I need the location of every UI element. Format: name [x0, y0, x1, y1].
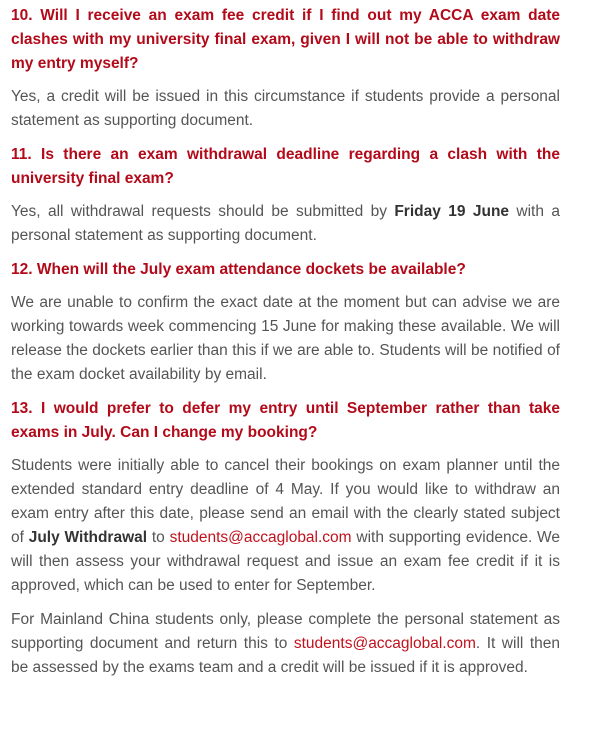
deadline-date: Friday 19 June — [394, 203, 510, 220]
faq-answer-13-para-2 — [11, 608, 560, 680]
faq-question-12: 12. When will the July exam attendance dockets be available? — [11, 261, 466, 278]
faq-answer-12: We are unable to confirm the exact date at the moment but can advise we are working towards week commencing 15 June for making these available. We will release the dockets earlier than this if we are able to. Students will be notified of the exam docket availability by email. — [11, 294, 560, 383]
answer-text: to — [147, 529, 170, 546]
email-subject: July Withdrawal — [28, 529, 148, 546]
answer-text: with supporting evidence. We will then assess your withdrawal request and issue an exam fee credit if it is approved, which can be used to enter for September. — [11, 529, 561, 594]
answer-text: . It will then be assessed by the exams team and a credit will be issued if it is approved. — [11, 635, 560, 676]
faq-question-10: 10. Will I receive an exam fee credit if I find out my ACCA exam date clashes with my university final exam, given I will not be able to withdraw my entry myself? — [11, 7, 560, 72]
email-link[interactable]: students@accaglobal.com — [293, 635, 476, 652]
email-link[interactable]: students@accaglobal.com — [169, 529, 352, 546]
answer-text: Students were initially able to cancel their bookings on exam planner until the extended standard entry deadline of 4 May. If you would like to withdraw an exam entry after this date, please send an email with the clearly stated subject of — [11, 457, 560, 546]
faq-answer-11 — [11, 200, 560, 248]
answer-text: For Mainland China students only, please complete the personal statement as supporting document and return this to — [11, 611, 560, 652]
faq-answer-13-para-1 — [11, 454, 560, 598]
answer-text: Yes, all withdrawal requests should be submitted by — [11, 203, 395, 220]
faq-question-11: 11. Is there an exam withdrawal deadline regarding a clash with the university final exam? — [11, 146, 560, 187]
faq-question-13: 13. I would prefer to defer my entry until September rather than take exams in July. Can I change my booking? — [11, 400, 560, 441]
faq-answer-10: Yes, a credit will be issued in this circumstance if students provide a personal statement as supporting document. — [11, 88, 560, 129]
answer-text: with a personal statement as supporting document. — [11, 203, 560, 244]
